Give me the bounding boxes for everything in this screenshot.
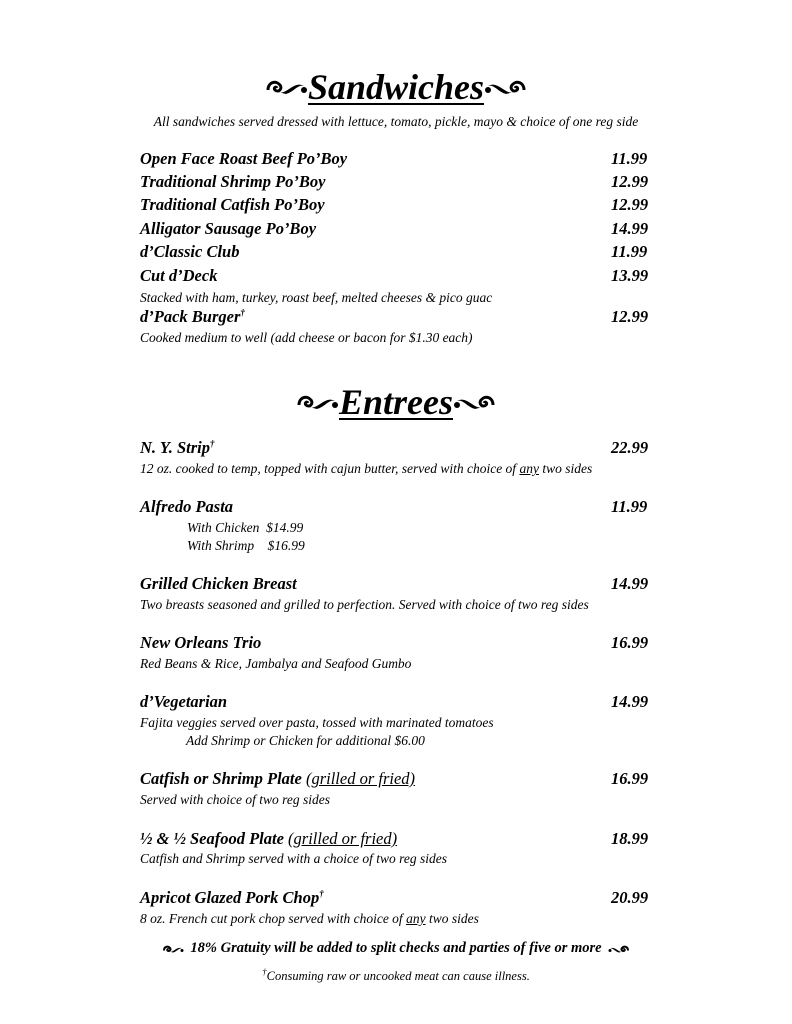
sandwiches-subtitle: All sandwiches served dressed with lettuce, tomato, pickle, mayo & choice of one reg side	[153, 114, 639, 129]
menu-item-name: Catfish or Shrimp Plate (grilled or fried)	[140, 769, 416, 788]
dagger-mark: †	[319, 888, 324, 899]
menu-item-name: d’Vegetarian	[140, 692, 228, 711]
menu-item-description: Two breasts seasoned and grilled to perfection. Served with choice of two reg sides	[140, 597, 589, 612]
gratuity-notice	[0, 940, 792, 957]
menu-item-price: 20.99	[611, 888, 649, 907]
menu-item-name: Traditional Catfish Po’Boy	[140, 195, 325, 214]
menu-item-name: Cut d’Deck	[140, 266, 218, 285]
menu-item-description: Fajita veggies served over pasta, tossed with marinated tomatoes	[140, 715, 494, 730]
sandwiches-heading	[0, 62, 792, 112]
menu-item-price: 11.99	[611, 242, 648, 261]
menu-item-name: d’Pack Burger†	[140, 307, 245, 326]
menu-item-name: d’Classic Club	[140, 242, 240, 261]
fleuron-right-icon	[484, 76, 528, 98]
menu-item-name: Alligator Sausage Po’Boy	[140, 219, 317, 238]
menu-item-description: Served with choice of two reg sides	[140, 792, 330, 807]
gratuity-text: 18% Gratuity will be added to split checks and parties of five or more	[190, 940, 602, 956]
menu-item-price: 14.99	[611, 692, 649, 711]
cooking-options: (grilled or fried)	[305, 769, 416, 788]
menu-item-price: 11.99	[611, 497, 648, 516]
menu-item-name: Grilled Chicken Breast	[140, 574, 297, 593]
menu-item-description: 12 oz. cooked to temp, topped with cajun butter, served with choice of any two sides	[140, 461, 593, 476]
cooking-options: (grilled or fried)	[288, 829, 398, 848]
menu-item-price: 12.99	[611, 195, 649, 214]
dagger-mark: †	[210, 438, 215, 449]
menu-item-price: 22.99	[611, 438, 649, 457]
menu-item-name: Open Face Roast Beef Po’Boy	[140, 149, 348, 168]
menu-item-price: 12.99	[611, 307, 649, 326]
menu-item-description: Red Beans & Rice, Jambalya and Seafood Gumbo	[140, 656, 412, 671]
entrees-heading	[0, 377, 792, 427]
menu-item-description: 8 oz. French cut pork chop served with choice of any two sides	[140, 911, 479, 926]
menu-item-price: 18.99	[611, 829, 649, 848]
fleuron-left-icon	[295, 391, 339, 413]
menu-item-name: Alfredo Pasta	[140, 497, 234, 516]
menu-item-name: Traditional Shrimp Po’Boy	[140, 172, 326, 191]
menu-item-name: N. Y. Strip†	[140, 438, 215, 457]
menu-item-addon: Add Shrimp or Chicken for additional $6.00	[186, 733, 425, 748]
small-fleuron-right-icon	[608, 943, 630, 955]
menu-item-name: ½ & ½ Seafood Plate (grilled or fried)	[140, 829, 398, 848]
menu-item-option: With Chicken $14.99	[187, 520, 304, 535]
dagger-mark: †	[240, 307, 245, 318]
sandwiches-title: Sandwiches	[307, 67, 485, 107]
menu-item-price: 16.99	[611, 633, 649, 652]
menu-item-name: Apricot Glazed Pork Chop†	[140, 888, 324, 907]
small-fleuron-left-icon	[162, 943, 184, 955]
fleuron-left-icon	[264, 76, 308, 98]
fleuron-right-icon	[453, 391, 497, 413]
menu-item-price: 16.99	[611, 769, 649, 788]
menu-item-price: 14.99	[611, 574, 649, 593]
menu-item-description: Cooked medium to well (add cheese or bacon for $1.30 each)	[140, 330, 473, 345]
menu-item-description: Stacked with ham, turkey, roast beef, melted cheeses & pico guac	[140, 290, 493, 305]
menu-item-price: 13.99	[611, 266, 649, 285]
consumer-advisory: †Consuming raw or uncooked meat can cause illness.	[262, 966, 530, 983]
entrees-title: Entrees	[338, 382, 453, 422]
menu-item-price: 12.99	[611, 172, 649, 191]
menu-item-price: 14.99	[611, 219, 649, 238]
menu-item-option: With Shrimp $16.99	[187, 538, 305, 553]
menu-item-price: 11.99	[611, 149, 648, 168]
menu-item-description: Catfish and Shrimp served with a choice of two reg sides	[140, 851, 447, 866]
dagger-mark: †	[262, 966, 267, 977]
menu-item-name: New Orleans Trio	[140, 633, 262, 652]
